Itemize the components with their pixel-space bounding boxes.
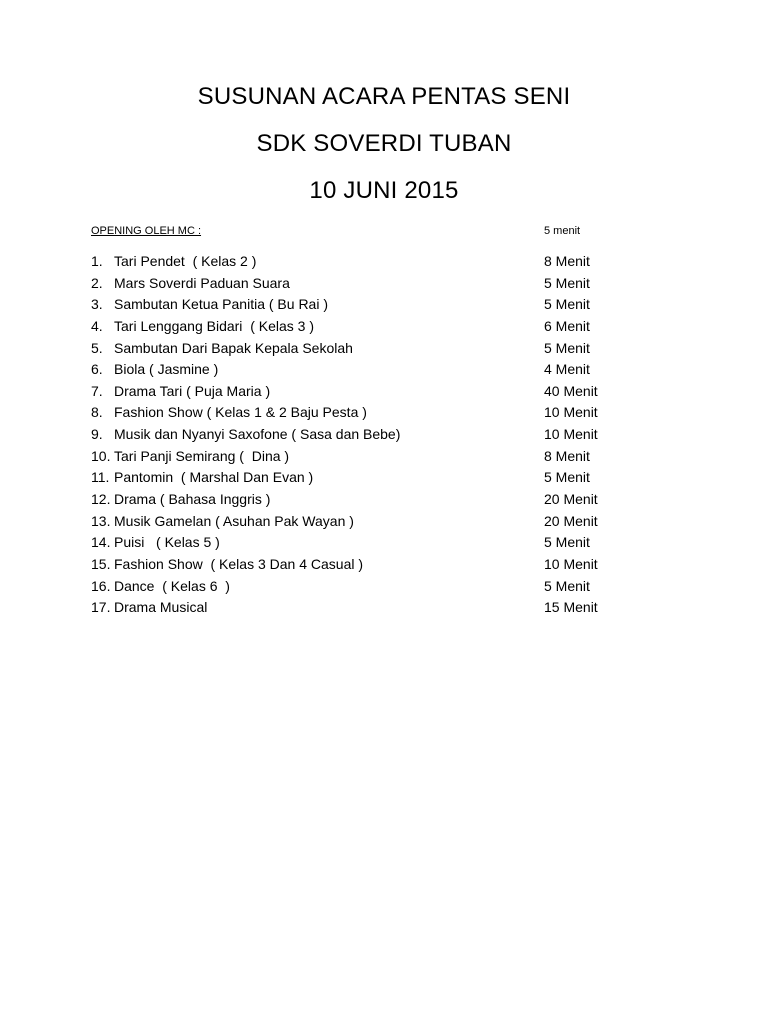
item-duration: 20 Menit [544,512,598,529]
item-number: 1. [91,253,103,269]
schedule-item [91,489,651,511]
item-number: 2. [91,274,103,291]
item-duration: 5 Menit [544,577,590,594]
item-name: Drama Tari ( Puja Maria ) [114,382,271,399]
item-duration: 40 Menit [544,382,598,399]
item-duration: 8 Menit [544,447,590,464]
schedule-item [91,597,651,619]
item-duration: 5 Menit [544,274,590,291]
item-name: Tari Panji Semirang ( Dina ) [114,447,290,464]
item-number: 9. [91,426,103,443]
item-number: 17. [91,599,111,616]
item-name: Musik Gamelan ( Asuhan Pak Wayan ) [114,512,354,529]
schedule-item [91,338,651,360]
item-name: Fashion Show ( Kelas 1 & 2 Baju Pesta ) [114,404,367,421]
schedule-item [91,294,651,316]
schedule-item [91,446,651,468]
item-name: Fashion Show ( Kelas 3 Dan 4 Casual ) [114,555,364,572]
schedule-item [91,424,651,446]
item-name: Sambutan Ketua Panitia ( Bu Rai ) [114,296,329,313]
schedule-item [91,554,651,576]
schedule-item [91,316,651,338]
opening-row [91,222,651,240]
item-name: Puisi ( Kelas 5 ) [114,534,220,551]
item-duration: 6 Menit [544,317,590,334]
schedule-item [91,532,651,554]
item-number: 4. [91,317,103,334]
item-duration: 5 Menit [544,296,590,313]
item-name: Pantomin ( Marshal Dan Evan ) [114,469,314,486]
item-duration: 20 Menit [544,491,598,508]
item-name: Tari Lenggang Bidari ( Kelas 3 ) [114,317,314,334]
item-number: 13. [91,512,111,529]
item-number: 5. [91,339,103,356]
item-number: 7. [91,382,103,399]
school-name: SDK SOVERDI TUBAN [256,130,512,157]
item-name: Drama Musical [114,599,208,616]
item-duration: 10 Menit [544,555,598,572]
schedule-item [91,381,651,403]
item-duration: 5 Menit [544,469,590,486]
item-number: 6. [91,361,103,378]
schedule-item [91,511,651,533]
item-number: 3. [91,296,103,313]
schedule-list [91,251,651,619]
schedule-item [91,273,651,295]
item-number: 16. [91,577,111,594]
event-date: 10 JUNI 2015 [309,177,459,204]
item-number: 12. [91,491,111,508]
opening-duration: 5 menit [544,225,581,237]
item-number: 10. [91,447,111,464]
item-number: 15. [91,555,111,572]
item-duration: 15 Menit [544,599,598,616]
schedule-item [91,467,651,489]
item-name: Dance ( Kelas 6 ) [114,577,230,594]
item-duration: 10 Menit [544,426,598,443]
item-name: Biola ( Jasmine ) [114,361,219,378]
schedule-item [91,359,651,381]
item-duration: 10 Menit [544,404,598,421]
item-duration: 4 Menit [544,361,590,378]
item-name: Sambutan Dari Bapak Kepala Sekolah [114,339,353,356]
item-number: 14. [91,534,111,551]
item-name: Tari Pendet ( Kelas 2 ) [114,253,257,269]
item-number: 11. [91,469,110,486]
item-name: Drama ( Bahasa Inggris ) [114,491,271,508]
document-title: SUSUNAN ACARA PENTAS SENI [197,83,571,110]
schedule-item [91,576,651,598]
opening-label: OPENING OLEH MC : [91,225,202,237]
item-name: Mars Soverdi Paduan Suara [114,274,290,291]
item-duration: 5 Menit [544,339,590,356]
item-name: Musik dan Nyanyi Saxofone ( Sasa dan Bebe) [114,426,401,443]
schedule-item [91,251,651,273]
schedule-item [91,402,651,424]
item-number: 8. [91,404,103,421]
item-duration: 5 Menit [544,534,590,551]
item-duration: 8 Menit [544,253,590,269]
